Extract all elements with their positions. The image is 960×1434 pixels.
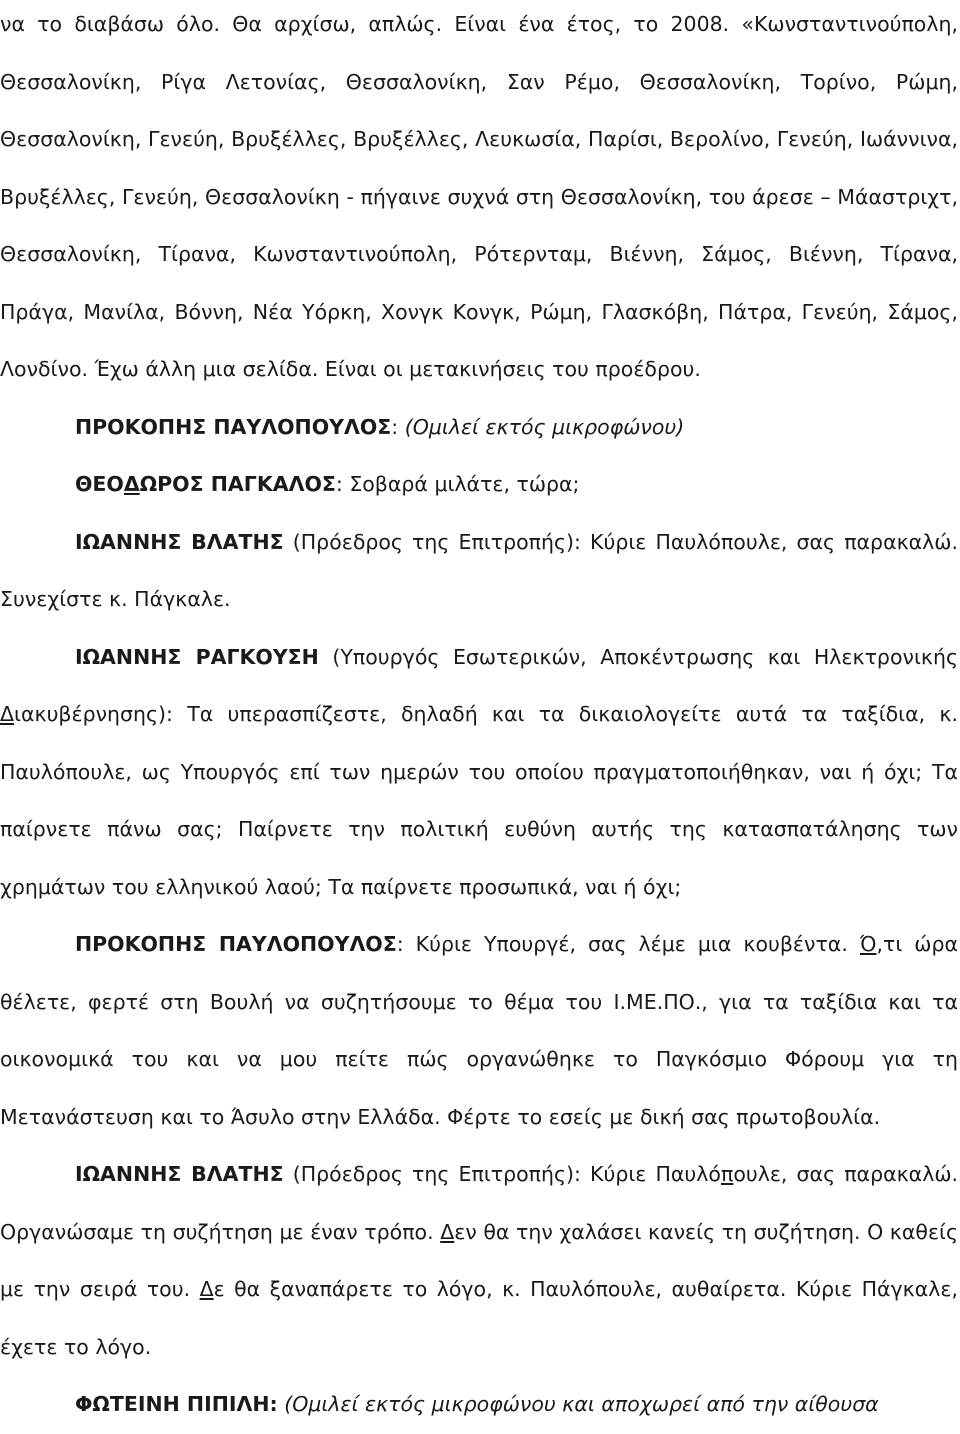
speaker-name xyxy=(75,472,336,496)
speech-text: Ό xyxy=(859,932,877,956)
speech-text: ουλε, σας παρακαλώ. Οργανώσαμε τη συζήτηση με έναν τρόπο. xyxy=(0,1162,959,1244)
paragraph-vlatis-2 xyxy=(0,1146,958,1376)
paragraph-ragkousis xyxy=(0,629,958,917)
speaker-name: ΠΡΟΚΟΠΗΣ ΠΑΥΛΟΠΟΥΛΟΣ xyxy=(75,932,397,956)
speaker-name-part: ΘΕΟ xyxy=(75,472,124,496)
speech-text: εν θα την χαλάσει κανείς τη συζήτηση. Ο καθείς με την σειρά του. xyxy=(0,1219,958,1301)
speech-text: Δ xyxy=(440,1219,455,1244)
speech-text: ,τι ώρα θέλετε, φερτέ στη Βουλή να συζητήσουμε το θέμα του Ι.ΜΕ.ΠΟ., για τα ταξίδια και τα οικονομικά του και να μου πείτε πώς οργανώθηκε το Παγκόσμιο Φόρουμ για τη Μετανάστευση και το Άσυλο στην Ελλάδα. Φέρτε το εσείς με δική σας πρωτοβουλία. xyxy=(0,932,958,1129)
paragraph-vlatis-1 xyxy=(0,514,958,629)
speaker-name: ΙΩΑΝΝΗΣ ΡΑΓΚΟΥΣΗ xyxy=(75,644,319,669)
speaker-name-part: Δ xyxy=(123,472,140,496)
speech-text: ε θα ξαναπάρετε το λόγο, κ. Παυλόπουλε, αυθαίρετα. Κύριε Πάγκαλε, έχετε το λόγο. xyxy=(0,1277,958,1359)
speaker-name: ΠΡΟΚΟΠΗΣ ΠΑΥΛΟΠΟΥΛΟΣ xyxy=(75,414,392,439)
paragraph-pangalos xyxy=(0,456,958,514)
speaker-separator: : xyxy=(391,414,399,439)
paragraph-travel-list xyxy=(0,0,958,399)
paragraph-pavlopoulos-2 xyxy=(0,916,958,1146)
speech-text: (Πρόεδρος της Επιτροπής): Κύριε Παυλό xyxy=(283,1162,721,1186)
travel-list-text: να το διαβάσω όλο. Θα αρχίσω, απλώς. Είναι ένα έτος, το 2008. «Κωνσταντινούπολη, Θεσσαλονίκη, Ρίγα Λετονίας, Θεσσαλονίκη, Σαν Ρέμο, Θεσσαλονίκη, Τορίνο, Ρώμη, Θεσσαλονίκη, Γενεύη, Βρυξέλλες, Βρυξέλλες, Λευκωσία, Παρίσι, Βερολίνο, Γενεύη, Ιωάννινα, Βρυξέλλες, Γενεύη, Θεσσαλονίκη - πήγαινε συχνά στη Θεσσαλονίκη, του άρεσε – Μάαστριχτ, Θεσσαλονίκη, Τίρανα, Κωνσταντινούπολη, Ρότερνταμ, Βιέννη, Σάμος, Βιέννη, Τίρανα, Πράγα, Μανίλα, Βόννη, Νέα Υόρκη, Χονγκ Κονγκ, Ρώμη, Γλασκόβη, Πάτρα, Γενεύη, Σάμος, Λονδίνο. Έχω άλλη μια σελίδα. Είναι οι μετακινήσεις του προέδρου. xyxy=(0,12,958,381)
speech-text: : Κύριε Υπουργέ, σας λέμε μια κουβέντα. xyxy=(396,932,860,956)
stage-direction: (Ομιλεί εκτός μικροφώνου και αποχωρεί από την αίθουσα xyxy=(277,1392,879,1416)
speech-text: π xyxy=(720,1162,734,1186)
speech-text: : Σοβαρά μιλάτε, τώρα; xyxy=(335,472,580,496)
speaker-name: ΙΩΑΝΝΗΣ ΒΛΑΤΗΣ xyxy=(75,529,284,554)
speaker-name-part: ΩΡΟΣ ΠΑΓΚΑΛΟΣ xyxy=(139,472,336,496)
speech-text: (Υπουργός Εσωτερικών, Αποκέντρωσης και Ηλεκτρονικής xyxy=(332,644,958,669)
paragraph-pavlopoulos-1 xyxy=(0,399,958,457)
stage-direction: (Ομιλεί εκτός μικροφώνου) xyxy=(404,414,685,439)
speech-text: Δ xyxy=(0,702,15,726)
paragraph-pipili xyxy=(0,1376,958,1434)
speech-text: Δ xyxy=(199,1277,214,1301)
speaker-name: ΦΩΤΕΙΝΗ ΠΙΠΙΛΗ: xyxy=(75,1392,278,1416)
speaker-name: ΙΩΑΝΝΗΣ ΒΛΑΤΗΣ xyxy=(75,1162,284,1186)
speech-text: (Πρόεδρος της Επιτροπής): Κύριε Παυλόπουλε, σας παρακαλώ. Συνεχίστε κ. Πάγκαλε. xyxy=(0,529,958,611)
speech-text: ιακυβέρνησης): Τα υπερασπίζεστε, δηλαδή και τα δικαιολογείτε αυτά τα ταξίδια, κ. Παυλόπουλε, ως Υπουργός επί των ημερών του οποίου πραγματοποιήθηκαν, ναι ή όχι; Τα παίρνετε πάνω σας; Παίρνετε την πολιτική ευθύνη αυτής της κατασπατάλησης των χρημάτων του ελληνικού λαού; Τα παίρνετε προσωπικά, ναι ή όχι; xyxy=(0,702,958,899)
